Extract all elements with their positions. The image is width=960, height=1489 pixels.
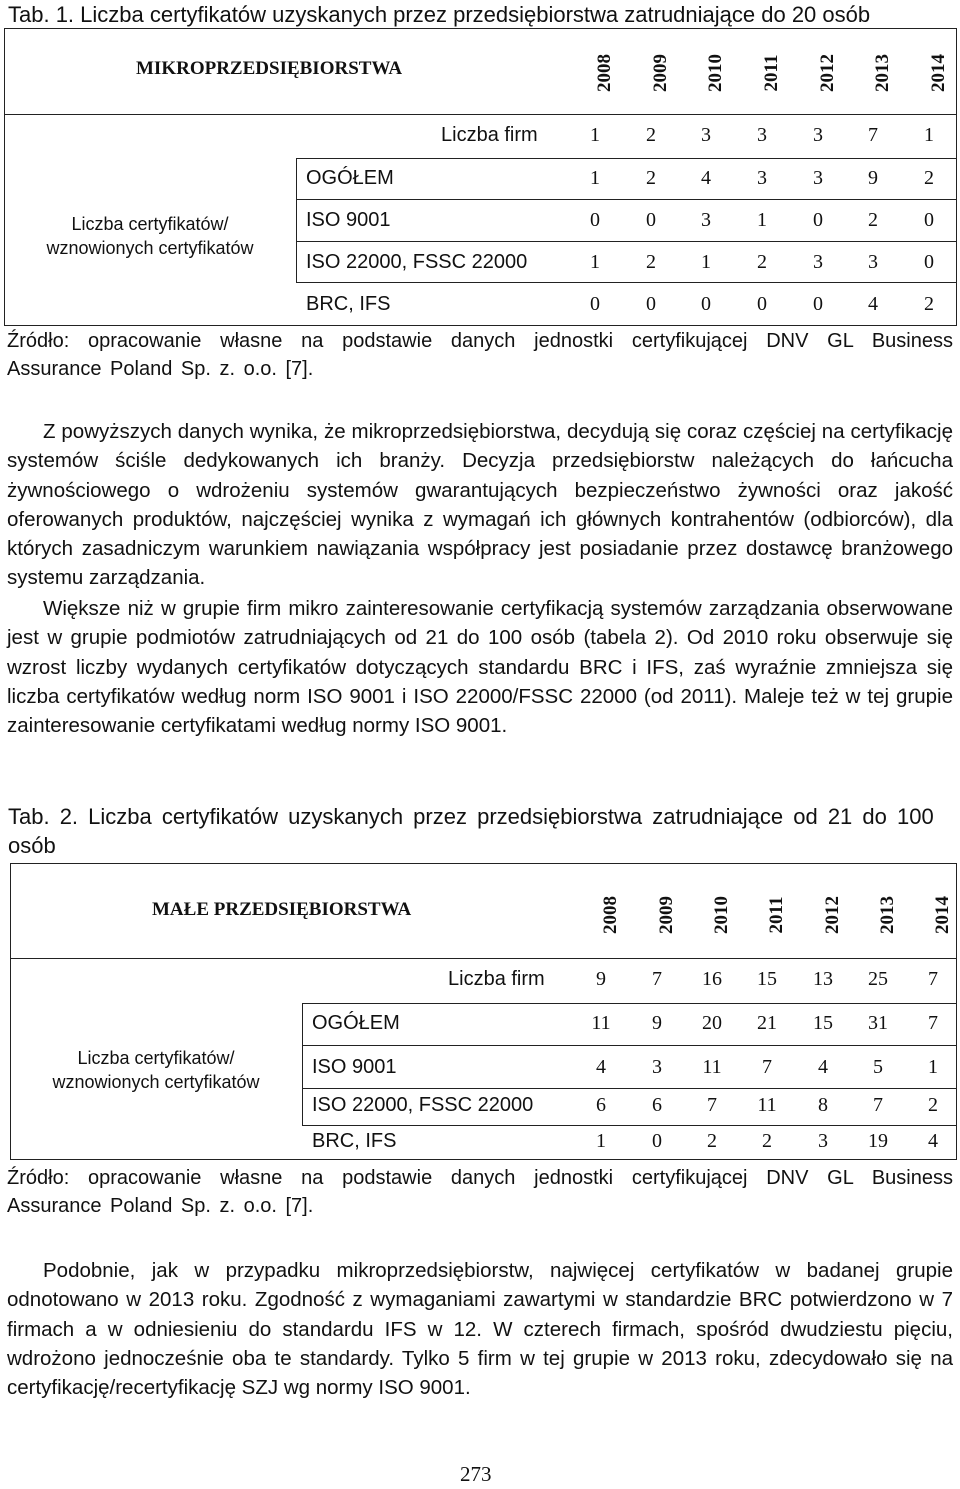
table2-year: 2009 [656,896,677,934]
table1-cell: 0 [646,293,656,315]
table2-header-divider [10,958,957,959]
table2-cell: 2 [762,1130,772,1152]
table2-cell: 3 [652,1056,662,1078]
table1-year: 2008 [594,54,615,92]
table1-caption: Tab. 1. Liczba certyfikatów uzyskanych przez przedsiębiorstwa zatrudniające do 20 osób [8,2,871,27]
table1-cell: 1 [590,167,600,189]
table2-row-label: ISO 9001 [312,1056,397,1078]
table2-cell: 9 [652,1012,662,1034]
table1-cell: 0 [924,209,934,231]
table2-cell: 13 [813,968,833,990]
table2-cell: 7 [762,1056,772,1078]
table1-cell: 0 [590,209,600,231]
table1-row-divider [296,199,957,200]
table1-row-label: ISO 22000, FSSC 22000 [306,251,528,273]
table1-cell: 2 [924,167,934,189]
table2-cell: 6 [652,1094,662,1116]
table1-cell: 1 [701,251,711,273]
paragraph-2: Większe niż w grupie firm mikro zainteresowanie certyfikacją systemów zarządzania obserwowane jest w grupie podmiotów zatrudniających od 21 do 100 osób (tabela 2). Od 2010 roku obserwuje się wzrost liczby wydanych certyfikatów dotyczących standardu BRC i IFS, zaś wyraźnie zmniejsza się liczba certyfikatów według norm ISO 9001 i ISO 22000/FSSC 22000 (od 2011). Maleje też w tej grupie zainteresowanie certyfikatami według normy ISO 9001. [7,597,953,738]
table2-firms-label: Liczba firm [448,968,545,990]
table1-cell: 0 [813,209,823,231]
table2-cell: 15 [813,1012,833,1034]
table2-group-label [16,1046,296,1094]
table1-group-line2: wznowionych certyfikatów [46,238,254,258]
page-number: 273 [460,1462,492,1486]
table2-cell: 19 [868,1130,888,1152]
table1-year: 2009 [650,54,671,92]
table2-cell: 9 [596,968,606,990]
table2-year: 2012 [822,896,843,934]
table1-year: 2011 [761,54,782,92]
table2-source: Źródło: opracowanie własne na podstawie danych jednostki certyfikującej DNV GL Business Assurance Poland Sp. z. o.o. [7]. [7,1167,953,1217]
table2-cell: 4 [818,1056,828,1078]
table2-caption: Tab. 2. Liczba certyfikatów uzyskanych przez przedsiębiorstwa zatrudniające od 21 do 100 osób [8,804,934,858]
table2-year: 2008 [600,896,621,934]
table1-year: 2013 [872,54,893,92]
table2-cell: 16 [702,968,722,990]
table2-cell: 0 [652,1130,662,1152]
table1-cell: 9 [868,167,878,189]
table1-cell: 3 [813,167,823,189]
table2-row-divider [302,1088,957,1089]
table2-cell: 21 [757,1012,777,1034]
table1-cell: 2 [924,293,934,315]
table1-cell: 0 [590,293,600,315]
table2-cell: 15 [757,968,777,990]
table2-cell: 2 [928,1094,938,1116]
table1-cell: 3 [868,251,878,273]
table1-cell: 0 [924,251,934,273]
table1-row-label: ISO 9001 [306,209,391,231]
table1-cell: 2 [757,251,767,273]
paragraph-3: Podobnie, jak w przypadku mikroprzedsiębiorstw, najwięcej certyfikatów w badanej grupie odnotowano w 2013 roku. Zgodność z wymaganiami zawartymi w standardzie BRC potwierdzono w 7 firmach a w odniesieniu do standardu IFS w 12. W czterech firmach, spośród dwudziestu pięciu, wdrożono jednocześnie oba te standardy. Tylko 5 firm w tej grupie w 2013 roku, zdecydowało się na certyfikację/recertyfikację SZJ wg normy ISO 9001. [7,1259,953,1400]
table2-cell: 2 [707,1130,717,1152]
table1-row-label: OGÓŁEM [306,167,394,189]
table2-cell: 7 [928,968,938,990]
table1-header-divider [4,114,957,115]
table1-cell: 3 [813,124,823,146]
table1-cell: 1 [757,209,767,231]
table2-cell: 4 [928,1130,938,1152]
table2-cell: 4 [596,1056,606,1078]
table1-group-label [10,212,290,260]
table2-row-divider [302,1045,957,1046]
table1-cell: 0 [646,209,656,231]
table2-cell: 11 [591,1012,611,1034]
table1-cell: 3 [701,124,711,146]
table2-cell: 7 [652,968,662,990]
table1-row-divider [296,241,957,242]
table1-firms-label: Liczba firm [441,124,538,146]
table2-cell: 7 [928,1012,938,1034]
table2-cell: 20 [702,1012,722,1034]
table1-cell: 2 [646,251,656,273]
table2-year: 2014 [932,896,953,934]
table1-cell: 1 [590,251,600,273]
table2-cell: 6 [596,1094,606,1116]
table2-cell: 1 [928,1056,938,1078]
table2-cell: 8 [818,1094,828,1116]
table1-cell: 0 [701,293,711,315]
table1-header-title: MIKROPRZEDSIĘBIORSTWA [136,58,403,79]
table1-year: 2010 [705,54,726,92]
table2-cell: 11 [702,1056,722,1078]
table1-cell: 2 [646,124,656,146]
table1-cell: 1 [590,124,600,146]
table2-year: 2011 [766,896,787,934]
table2-cell: 25 [868,968,888,990]
table2-year: 2010 [711,896,732,934]
table1-cell: 3 [701,209,711,231]
table1-year: 2014 [928,54,949,92]
table1-cell: 7 [868,124,878,146]
table2-cell: 1 [596,1130,606,1152]
table1-cell: 4 [868,293,878,315]
table2-cell: 3 [818,1130,828,1152]
table1-year: 2012 [817,54,838,92]
table2-row-label: OGÓŁEM [312,1012,400,1034]
table2-row-label: BRC, IFS [312,1130,397,1152]
paragraph-1: Z powyższych danych wynika, że mikroprzedsiębiorstwa, decydują się coraz częściej na certyfikację systemów ściśle dedykowanych ich branży. Decyzja przedsiębiorstw należących do łańcucha żywnościowego o wdrożeniu systemów gwarantujących bezpieczeństwo żywności oraz jakość oferowanych produktów, najczęściej wynika z wymagań ich głównych kontrahentów (odbiorców), dla których zasadniczym warunkiem nawiązania współpracy jest posiadanie przez dostawcę branżowego systemu zarządzania. [7,420,953,590]
table2-group-line1: Liczba certyfikatów/ [77,1048,235,1068]
table1-cell: 0 [757,293,767,315]
table1-group-line1: Liczba certyfikatów/ [71,214,229,234]
table1-cell: 4 [701,167,711,189]
table1-cell: 2 [868,209,878,231]
table2-cell: 5 [873,1056,883,1078]
table1-cell: 1 [924,124,934,146]
table2-cell: 7 [707,1094,717,1116]
table2-cell: 31 [868,1012,888,1034]
table2-group-line2: wznowionych certyfikatów [52,1072,260,1092]
table2-row-label: ISO 22000, FSSC 22000 [312,1094,534,1116]
table1-cell: 2 [646,167,656,189]
table1-row-label: BRC, IFS [306,293,391,315]
table1-cell: 3 [757,167,767,189]
table2-year: 2013 [877,896,898,934]
table1-cell: 0 [813,293,823,315]
table1-cell: 3 [813,251,823,273]
table1-cell: 3 [757,124,767,146]
table2-cell: 11 [757,1094,777,1116]
table1-source: Źródło: opracowanie własne na podstawie danych jednostki certyfikującej DNV GL Business Assurance Poland Sp. z. o.o. [7]. [7,330,953,380]
table2-header-title: MAŁE PRZEDSIĘBIORSTWA [152,899,412,920]
table2-cell: 7 [873,1094,883,1116]
